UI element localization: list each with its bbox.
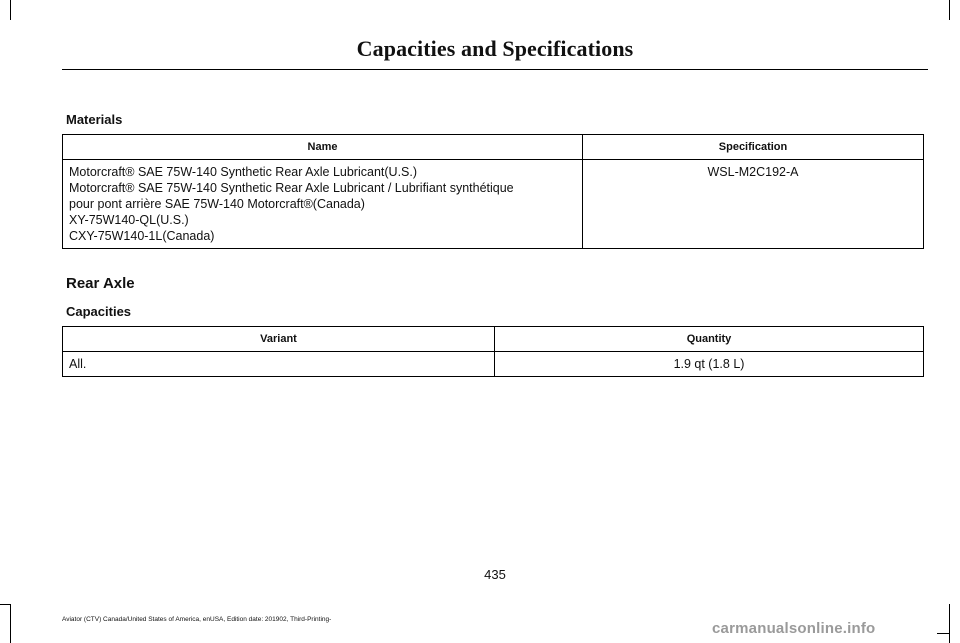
- column-header-variant: Variant: [63, 327, 495, 352]
- table-row: [63, 160, 924, 249]
- table-row: [63, 352, 924, 377]
- material-specification-cell: WSL-M2C192-A: [583, 160, 924, 249]
- crop-mark-bottom-left-h: [0, 604, 11, 605]
- material-name-line: XY-75W140-QL(U.S.): [69, 213, 189, 227]
- column-header-specification: Specification: [583, 135, 924, 160]
- material-name-line: pour pont arrière SAE 75W-140 Motorcraft®(Canada): [69, 197, 365, 211]
- variant-cell: All.: [63, 352, 495, 377]
- column-header-name: Name: [63, 135, 583, 160]
- table-header-row: [63, 135, 924, 160]
- capacities-table: [62, 326, 924, 377]
- quantity-cell: 1.9 qt (1.8 L): [495, 352, 924, 377]
- rear-axle-heading: Rear Axle: [66, 275, 135, 292]
- crop-mark-bottom-right: [949, 604, 950, 643]
- material-name-line: Motorcraft® SAE 75W-140 Synthetic Rear Axle Lubricant / Lubrifiant synthétique: [69, 181, 514, 195]
- material-name-line: CXY-75W140-1L(Canada): [69, 229, 215, 243]
- crop-mark-top-right: [949, 0, 950, 20]
- page-title: Capacities and Specifications: [356, 36, 634, 61]
- material-name-line: Motorcraft® SAE 75W-140 Synthetic Rear Axle Lubricant(U.S.): [69, 165, 418, 179]
- table-header-row: [63, 327, 924, 352]
- page-number: 435: [484, 567, 506, 582]
- edition-footer: Aviator (CTV) Canada/United States of America, enUSA, Edition date: 201902, Third-Printing-: [62, 616, 332, 623]
- crop-mark-bottom-right-h: [937, 633, 949, 634]
- materials-table: [62, 134, 924, 249]
- materials-label: Materials: [66, 112, 123, 127]
- column-header-quantity: Quantity: [495, 327, 924, 352]
- crop-mark-bottom-left: [10, 604, 11, 643]
- material-name-cell: [63, 160, 583, 249]
- watermark-text: carmanualsonline.info: [712, 620, 876, 637]
- capacities-label: Capacities: [66, 304, 132, 319]
- header-divider: [62, 69, 928, 70]
- crop-mark-top-left: [10, 0, 11, 20]
